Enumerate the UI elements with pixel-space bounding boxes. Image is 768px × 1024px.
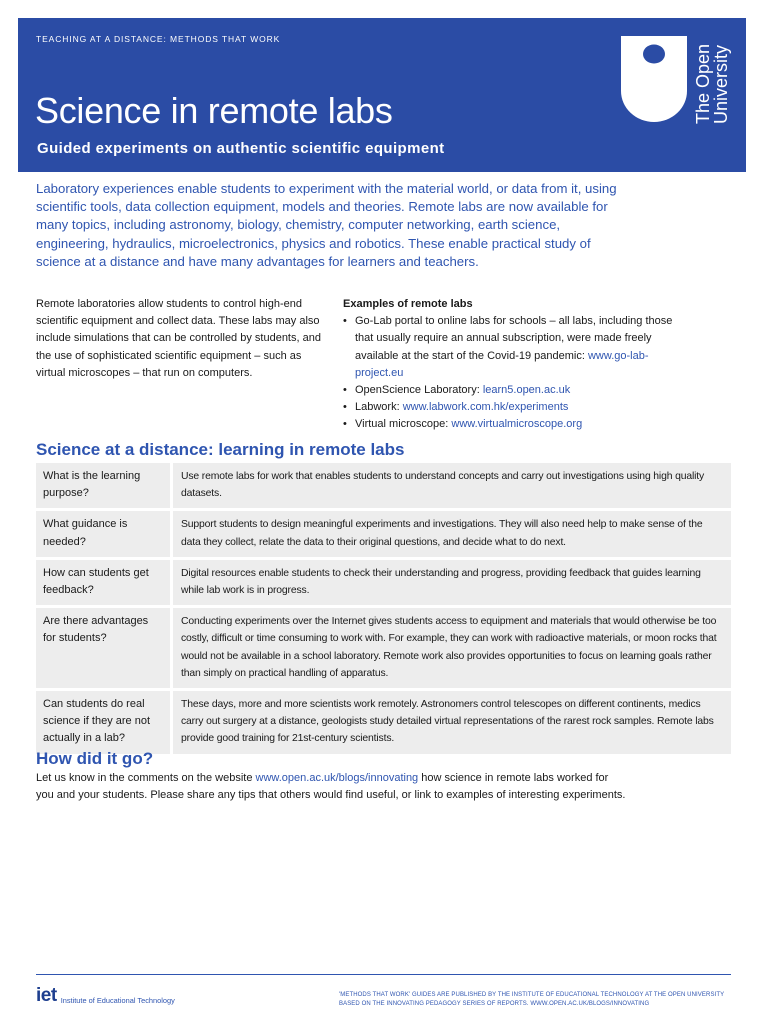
feedback-text-before: Let us know in the comments on the website — [36, 772, 256, 784]
table-row — [36, 511, 731, 556]
feedback-text-after: how science in remote labs worked for you and your students. Please share any tips that others would find useful, or link to examples of interesting experiments. — [36, 772, 626, 802]
table-row — [36, 608, 731, 688]
ou-wordmark-line1: The Open — [693, 43, 713, 124]
header-banner — [18, 18, 746, 172]
iet-logo-block — [36, 986, 175, 1006]
example-text: Virtual microscope: — [355, 418, 452, 431]
examples-box — [343, 296, 673, 434]
list-item — [343, 313, 673, 382]
innovating-blog-link[interactable]: www.open.ac.uk/blogs/innovating — [255, 772, 419, 784]
intro-paragraph: Laboratory experiences enable students to experiment with the material world, or data from it, using scientific tools, data collection equipment, models and theories. Remote labs are now available for many topics, including astronomy, biology, chemistry, computer networking, earth science, engineering, hydraulics, microelectronics, physics and robotics. These enable practical study of science at a distance and have many advantages for learners and teachers. — [36, 181, 617, 269]
answer-cell: Support students to design meaningful experiments and investigations. They will also need help to make sense of the data they collect, relate the data to their original questions, and decide what to do next. — [170, 511, 731, 556]
footer-divider — [36, 974, 731, 975]
question-cell: What is the learning purpose? — [43, 470, 141, 500]
ou-shield-icon — [621, 36, 687, 122]
answer-cell: These days, more and more scientists work remotely. Astronomers control telescopes on different continents, medics carry out surgery at a distance, geologists study detailed virtual representations of the rarest rock samples. Remote labs provide good training for 21st-century scientists. — [170, 691, 731, 754]
question-cell: What guidance is needed? — [43, 518, 128, 548]
list-item — [343, 382, 673, 399]
feedback-paragraph — [36, 770, 626, 804]
ou-wordmark-line2: University — [711, 44, 731, 124]
examples-list — [343, 313, 673, 433]
table-row — [36, 560, 731, 605]
answer-cell: Conducting experiments over the Internet gives students access to equipment and materials that would otherwise be too costly, difficult or time consuming to work with. For example, they can work with radioactive materials, or moon rocks that would not be available in a school laboratory. Remote work also provides opportunities to focus on learning goals rather than simply on practical handling of apparatus. — [170, 608, 731, 688]
list-item — [343, 416, 673, 433]
example-text: Go-Lab portal to online labs for schools – all labs, including those that usually require an annual subscription, were made freely available at the start of the Covid-19 pandemic: — [355, 315, 673, 362]
footer-note: 'METHODS THAT WORK' GUIDES ARE PUBLISHED BY THE INSTITUTE OF EDUCATIONAL TECHNOLOGY AT THE OPEN UNIVERSITY BASED ON THE INNOVATING PEDAGOGY SERIES OF REPORTS. WWW.OPEN.AC.UK/BLOGS/INNOVATING — [339, 992, 725, 1007]
remote-labs-description: Remote laboratories allow students to control high-end scientific equipment and collect data. These labs may also include simulations that can be controlled by students, and the use of sophisticated scientific equipment – such as virtual microscopes – that run on computers. — [36, 298, 321, 379]
table-row — [36, 691, 731, 754]
section-title-how-did-it-go: How did it go? — [36, 749, 154, 768]
qa-table — [36, 463, 731, 757]
page-title: Science in remote labs — [35, 90, 393, 131]
virtual-microscope-link[interactable]: www.virtualmicroscope.org — [451, 418, 583, 431]
example-text: OpenScience Laboratory: — [355, 384, 483, 397]
examples-heading: Examples of remote labs — [343, 298, 473, 310]
answer-cell: Digital resources enable students to check their understanding and progress, providing feedback that guides learning while lab work is in progress. — [170, 560, 731, 605]
labwork-link[interactable]: www.labwork.com.hk/experiments — [402, 401, 569, 414]
opensci-lab-link[interactable]: learn5.open.ac.uk — [482, 384, 571, 397]
question-cell: Are there advantages for students? — [43, 615, 149, 645]
page-subtitle: Guided experiments on authentic scientific equipment — [37, 140, 445, 157]
table-row — [36, 463, 731, 508]
list-item — [343, 399, 673, 416]
series-kicker: TEACHING AT A DISTANCE: METHODS THAT WORK — [36, 34, 281, 44]
example-text: Labwork: — [355, 401, 403, 414]
open-university-logo — [618, 32, 742, 132]
question-cell: Can students do real science if they are not actually in a lab? — [43, 698, 151, 745]
question-cell: How can students get feedback? — [43, 566, 149, 597]
ou-wordmark — [694, 34, 730, 124]
go-lab-link[interactable]: www.go-lab-project.eu — [355, 349, 649, 379]
section-title-learning: Science at a distance: learning in remote labs — [36, 440, 405, 459]
iet-name: Institute of Educational Technology — [60, 996, 175, 1005]
iet-logo: iet — [36, 985, 57, 1006]
answer-cell: Use remote labs for work that enables students to understand concepts and carry out investigations using high quality datasets. — [170, 463, 731, 508]
